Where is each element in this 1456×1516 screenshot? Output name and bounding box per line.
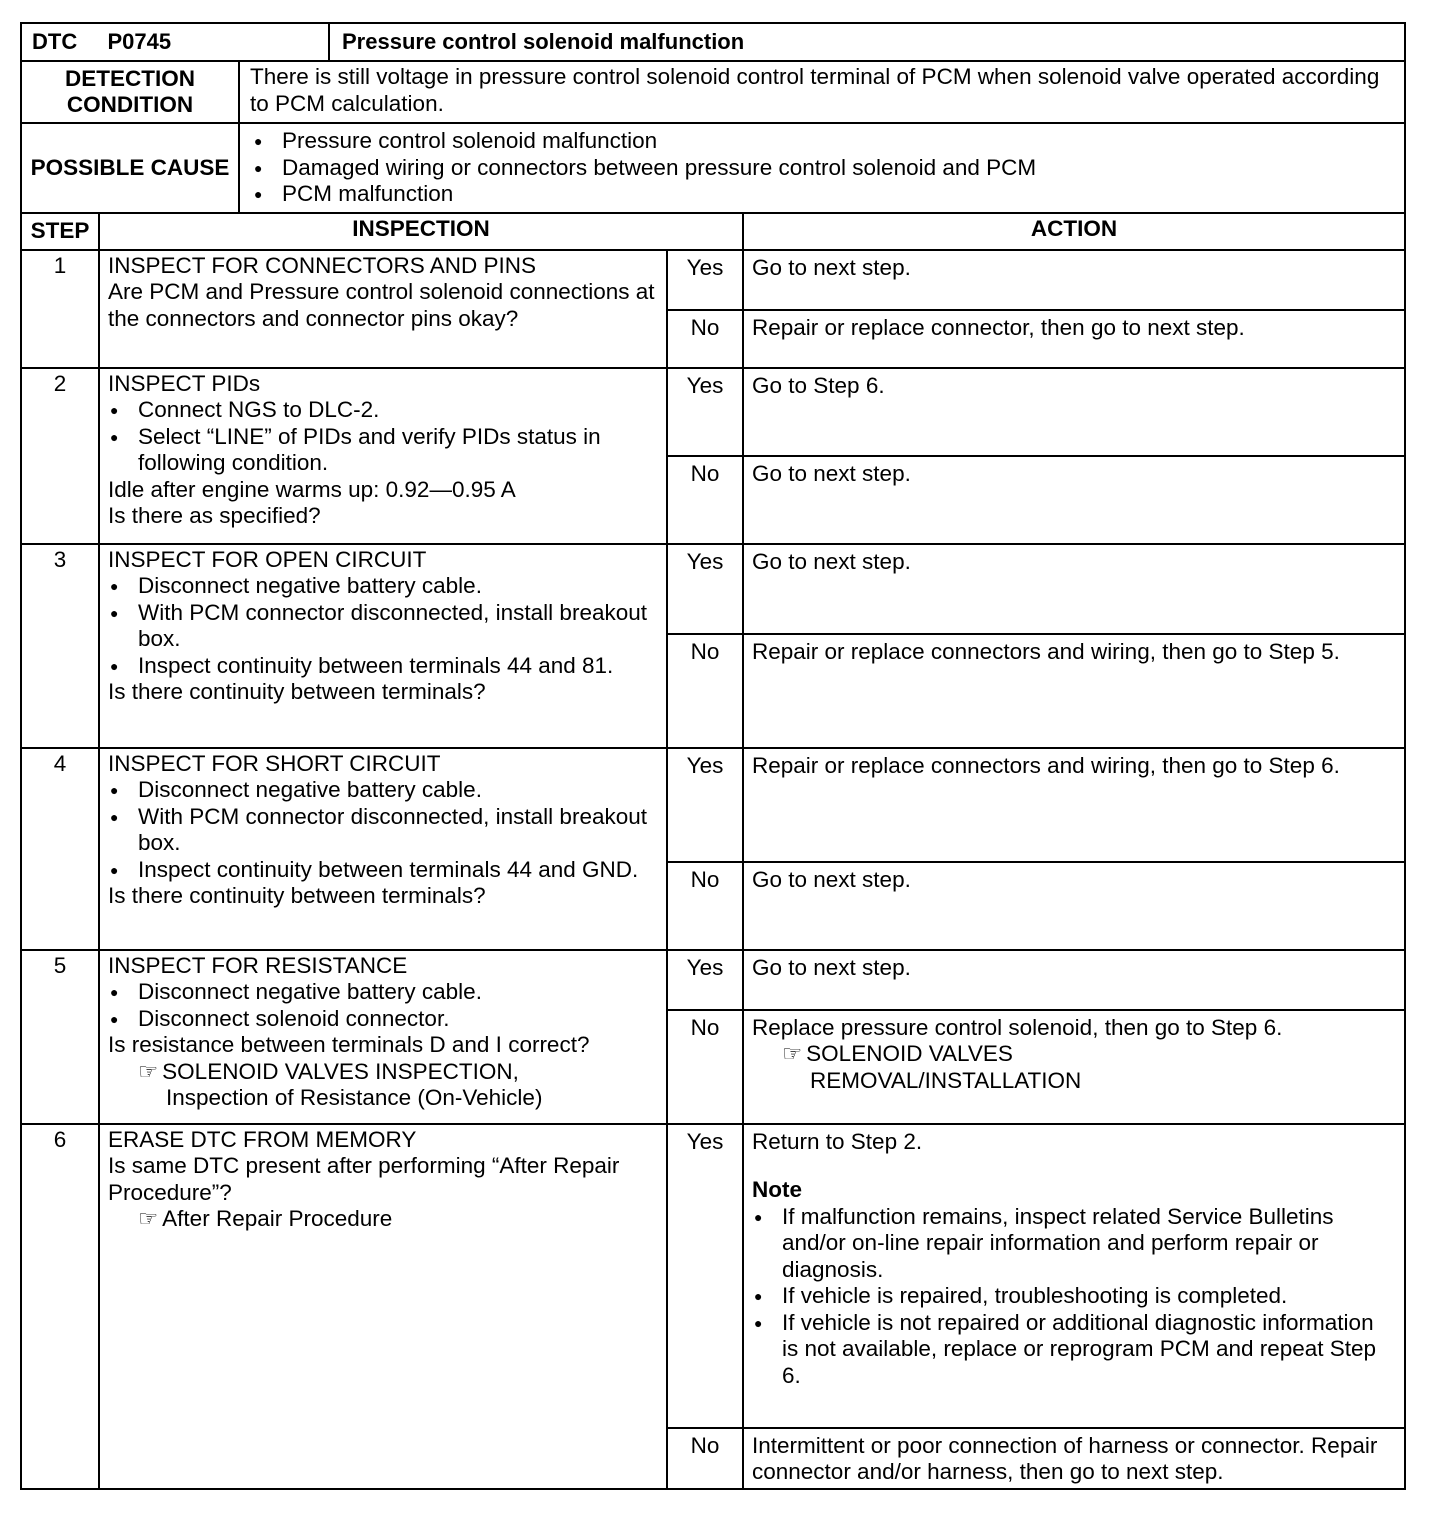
possible-cause-row (21, 123, 1405, 213)
step-bullet: ● Disconnect negative battery cable. (108, 777, 658, 804)
note-bullet: ● If vehicle is repaired, troubleshooting is completed. (752, 1283, 1396, 1310)
yes-action: Go to Step 6. (743, 368, 1405, 456)
step-inspection (99, 950, 667, 1124)
detection-text: There is still voltage in pressure control solenoid control terminal of PCM when solenoid valve operated according to PCM calculation. (239, 61, 1405, 123)
no-label: No (667, 1010, 743, 1124)
yes-action: Go to next step. (743, 950, 1405, 1010)
step-bullet: ● Disconnect negative battery cable. (108, 573, 658, 600)
step-row-3 (21, 544, 1405, 634)
no-action: Go to next step. (743, 862, 1405, 950)
step-inspection (99, 1124, 667, 1489)
step-number: 5 (21, 950, 99, 1124)
yes-label: Yes (667, 544, 743, 634)
reference-link-cont[interactable]: Inspection of Resistance (On-Vehicle) (166, 1085, 543, 1110)
step-number: 1 (21, 250, 99, 368)
yes-action: Go to next step. (743, 250, 1405, 310)
steps-table (20, 212, 1406, 1490)
possible-cause-label: POSSIBLE CAUSE (21, 123, 239, 213)
step-number: 6 (21, 1124, 99, 1489)
step-title: INSPECT PIDs (108, 370, 261, 396)
no-action: Repair or replace connectors and wiring, then go to Step 5. (743, 634, 1405, 748)
step-question: Is same DTC present after performing “After Repair Procedure”? (108, 1153, 620, 1205)
step-number: 4 (21, 748, 99, 950)
reference-link[interactable]: After Repair Procedure (162, 1206, 393, 1231)
yes-label: Yes (667, 1124, 743, 1428)
dtc-header-table (20, 22, 1406, 62)
cause-item: ● PCM malfunction (252, 181, 1396, 208)
step-row-1 (21, 250, 1405, 310)
step-row-5 (21, 950, 1405, 1010)
dtc-header-row (21, 23, 1405, 61)
no-label: No (667, 634, 743, 748)
no-label: No (667, 456, 743, 544)
step-bullet: ● Connect NGS to DLC-2. (108, 397, 658, 424)
step-number: 2 (21, 368, 99, 544)
step-row-6 (21, 1124, 1405, 1428)
reference-link[interactable]: SOLENOID VALVES INSPECTION, (162, 1058, 519, 1084)
step-question: Is there continuity between terminals? (108, 883, 486, 908)
step-question: Is resistance between terminals D and I correct? (108, 1032, 590, 1057)
cause-item: ● Pressure control solenoid malfunction (252, 128, 1396, 155)
no-action: Repair or replace connector, then go to next step. (743, 310, 1405, 368)
step-question: Is there as specified? (108, 503, 321, 528)
detection-label: DETECTION CONDITION (21, 61, 239, 123)
step-bullet: ● Disconnect negative battery cable. (108, 979, 658, 1006)
reference-link[interactable]: SOLENOID VALVES (806, 1041, 1013, 1066)
step-bullet: ● With PCM connector disconnected, install breakout box. (108, 600, 658, 653)
step-number: 3 (21, 544, 99, 748)
step-reference (108, 1206, 658, 1233)
note-bullet: ● If malfunction remains, inspect related Service Bulletins and/or on-line repair information and perform repair or diagnosis. (752, 1204, 1396, 1284)
step-question: Are PCM and Pressure control solenoid connections at the connectors and connector pins okay? (108, 279, 655, 331)
step-bullet: ● Select “LINE” of PIDs and verify PIDs status in following condition. (108, 424, 658, 477)
step-row-2 (21, 368, 1405, 456)
yes-action-cell (743, 1124, 1405, 1428)
step-inspection (99, 368, 667, 544)
step-title: ERASE DTC FROM MEMORY (108, 1126, 417, 1152)
no-action: Intermittent or poor connection of harness or connector. Repair connector and/or harness, then go to next step. (743, 1428, 1405, 1489)
condition-table (20, 60, 1406, 214)
step-title: INSPECT FOR RESISTANCE (108, 952, 408, 978)
yes-label: Yes (667, 368, 743, 456)
action-column-header: ACTION (743, 213, 1405, 250)
possible-cause-list (239, 123, 1405, 213)
dtc-label: DTC (32, 28, 78, 54)
pointing-hand-icon: ☞ (138, 1206, 159, 1231)
step-column-header: STEP (21, 213, 99, 250)
step-question: Is there continuity between terminals? (108, 679, 486, 704)
yes-label: Yes (667, 748, 743, 862)
step-title: INSPECT FOR CONNECTORS AND PINS (108, 252, 536, 278)
step-bullet: ● Disconnect solenoid connector. (108, 1006, 658, 1033)
step-title: INSPECT FOR SHORT CIRCUIT (108, 750, 441, 776)
pointing-hand-icon: ☞ (782, 1041, 803, 1066)
step-bullet: ● Inspect continuity between terminals 44 and GND. (108, 857, 658, 884)
pointing-hand-icon: ☞ (138, 1058, 159, 1084)
note-bullet: ● If vehicle is not repaired or additional diagnostic information is not available, replace or reprogram PCM and repeat Step 6. (752, 1310, 1396, 1390)
step-inspection (99, 544, 667, 748)
no-action: Replace pressure control solenoid, then go to Step 6. (752, 1014, 1283, 1040)
column-header-row (21, 213, 1405, 250)
step-title: INSPECT FOR OPEN CIRCUIT (108, 546, 427, 572)
action-reference (752, 1041, 1396, 1068)
reference-link-cont[interactable]: REMOVAL/INSTALLATION (810, 1067, 1082, 1093)
dtc-code-cell (21, 23, 329, 61)
dtc-code: P0745 (107, 28, 172, 54)
step-bullet: ● Inspect continuity between terminals 44 and 81. (108, 653, 658, 680)
inspection-column-header: INSPECTION (99, 213, 743, 250)
yes-action: Repair or replace connectors and wiring, then go to Step 6. (743, 748, 1405, 862)
dtc-title: Pressure control solenoid malfunction (329, 23, 1405, 61)
yes-label: Yes (667, 950, 743, 1010)
no-label: No (667, 862, 743, 950)
detection-row (21, 61, 1405, 123)
no-label: No (667, 310, 743, 368)
no-action-cell (743, 1010, 1405, 1124)
no-action: Go to next step. (743, 456, 1405, 544)
diagnostic-procedure (20, 22, 1406, 1490)
step-spec: Idle after engine warms up: 0.92—0.95 A (108, 476, 516, 502)
step-bullet: ● With PCM connector disconnected, install breakout box. (108, 804, 658, 857)
step-inspection (99, 748, 667, 950)
step-inspection (99, 250, 667, 368)
yes-action: Go to next step. (743, 544, 1405, 634)
step-row-4 (21, 748, 1405, 862)
cause-item: ● Damaged wiring or connectors between pressure control solenoid and PCM (252, 155, 1396, 182)
step-reference (108, 1059, 658, 1086)
no-label: No (667, 1428, 743, 1489)
note-title: Note (752, 1177, 802, 1202)
yes-label: Yes (667, 250, 743, 310)
yes-action: Return to Step 2. (752, 1128, 923, 1154)
